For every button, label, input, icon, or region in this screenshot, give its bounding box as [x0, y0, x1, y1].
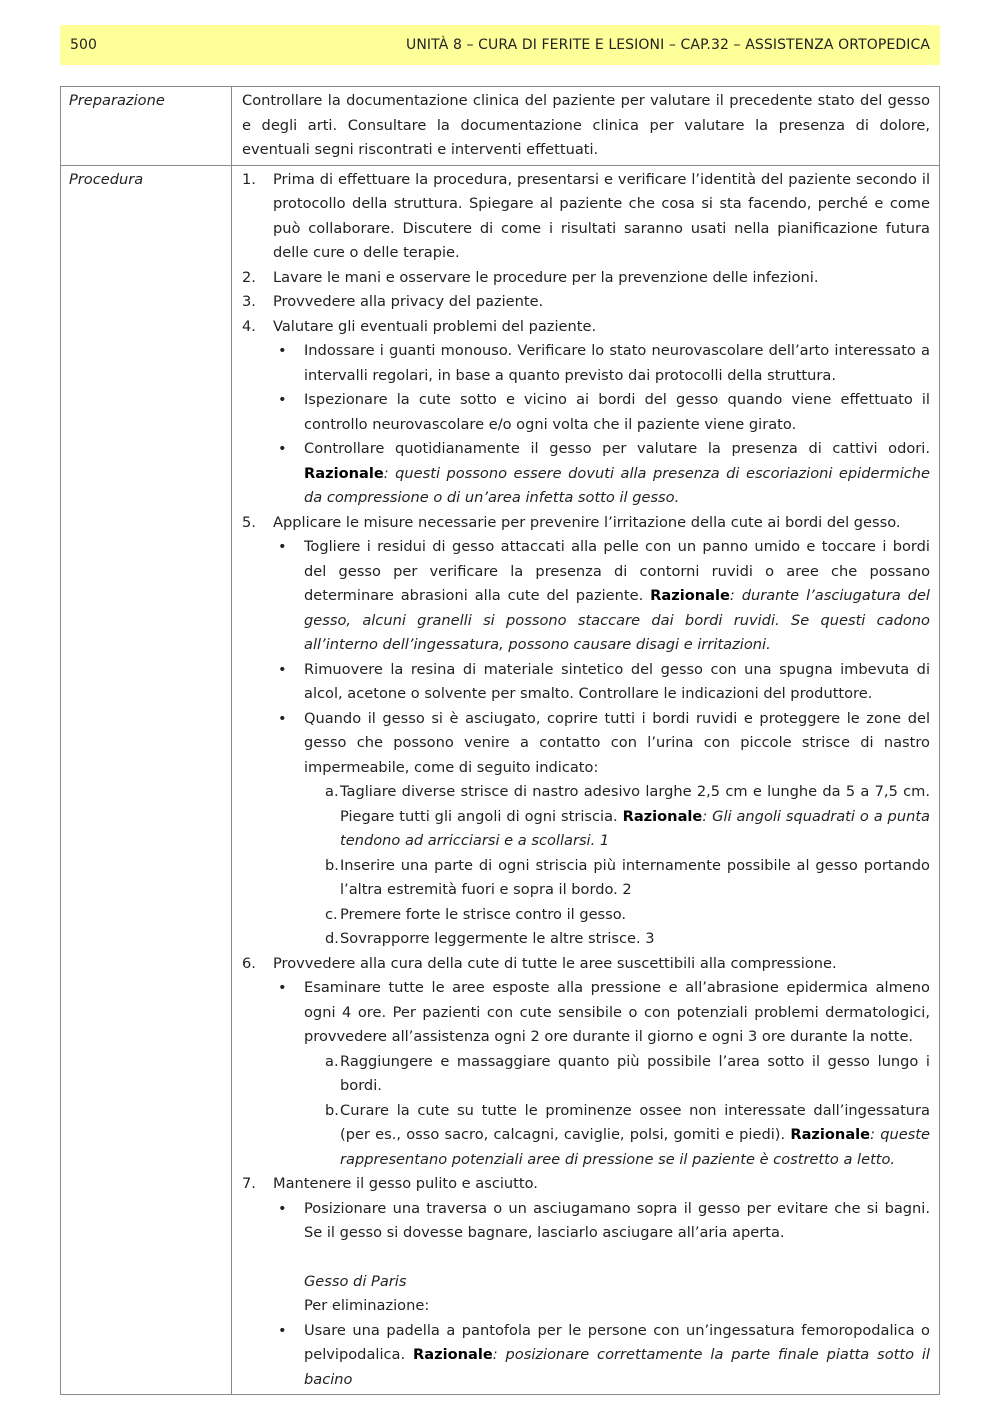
item-letter: a. — [325, 783, 339, 800]
page-number: 500 — [70, 37, 98, 53]
step-text: Lavare le mani e osservare le procedure per la prevenzione delle infezioni. — [273, 268, 819, 286]
step-number: 6. — [242, 954, 256, 972]
bullet-item — [242, 707, 930, 781]
bullet-icon: • — [278, 440, 287, 457]
row-content-preparazione — [232, 87, 940, 166]
step-4 — [242, 315, 930, 340]
step-6 — [242, 952, 930, 977]
bullet-item — [242, 1319, 930, 1393]
step-number: 7. — [242, 1175, 256, 1192]
bullet-text: Togliere i residui di gesso attaccati alla pelle con un panno umido e toccare i bordi del gesso per verificare la presenza di contorni ruvidi o aree che possano determinare abrasioni alla cute del paziente. — [304, 538, 930, 604]
rationale-label: Razionale — [412, 1346, 493, 1363]
step-1 — [242, 168, 930, 266]
subline — [242, 1294, 930, 1319]
rationale-text: : posizionare correttamente la parte finale piatta sotto il bacino — [304, 1346, 930, 1388]
row-label-preparazione: Preparazione — [61, 87, 232, 166]
bullet-text: Indossare i guanti monouso. Verificare lo stato neurovascolare dell’arto interessato a intervalli regolari, in base a quanto previsto dai protocolli della struttura. — [304, 342, 930, 384]
bullet-icon: • — [278, 1321, 287, 1339]
row-content-procedura — [232, 165, 940, 1395]
item-text: Tagliare diverse strisce di nastro adesivo larghe 2,5 cm e lunghe da 5 a 7,5 cm. Piegare tutti gli angoli di ogni striscia. — [340, 783, 930, 825]
rationale-text: : durante l’asciugatura del gesso, alcuni granelli si possono staccare dai bordi ruvidi. Se questi cadono all’interno dell’ingessatura, possono causare disagi e irritazioni. — [304, 587, 930, 653]
step-text: Mantenere il gesso pulito e asciutto. — [273, 1175, 538, 1192]
item-letter: d. — [325, 930, 339, 947]
step-text: Provvedere alla privacy del paziente. — [273, 293, 544, 310]
rationale-label: Razionale — [650, 587, 730, 604]
bullet-text: Usare una padella a pantofola per le persone con un’ingessatura femoropodalica o pelvipodalica. — [304, 1321, 930, 1363]
rationale-label: Razionale — [790, 1126, 871, 1143]
rationale-text: : questi possono essere dovuti alla presenza di escoriazioni epidermiche da compressione o di un’area infetta sotto il gesso. — [304, 464, 930, 506]
lettered-item — [242, 854, 930, 903]
step-5 — [242, 511, 930, 536]
chapter-title: UNITÀ 8 – CURA DI FERITE E LESIONI – CAP.32 – ASSISTENZA ORTOPEDICA — [406, 37, 930, 53]
row-label-procedura: Procedura — [61, 165, 232, 1395]
step-text: Prima di effettuare la procedura, presentarsi e verificare l’identità del paziente secondo il protocollo della struttura. Spiegare al paziente che cosa si sta facendo, perché e come può collaborare. Discutere di come i risultati saranno usati nella pianificazione futura delle cure o delle terapie. — [273, 170, 930, 261]
bullet-icon: • — [278, 391, 287, 408]
step-7 — [242, 1172, 930, 1197]
subline-text: Per eliminazione: — [304, 1297, 430, 1314]
step-number: 3. — [242, 293, 256, 310]
table-row-preparazione — [61, 87, 940, 166]
rationale-text: : queste rappresentano potenziali aree di pressione se il paziente è costretto a letto. — [340, 1126, 930, 1168]
item-text: Curare la cute su tutte le prominenze ossee non interessate dall’ingessatura (per es., osso sacro, calcagni, caviglie, polsi, gomiti e piedi). — [340, 1101, 930, 1143]
item-letter: b. — [325, 856, 339, 874]
item-text: Inserire una parte di ogni striscia più internamente possibile al gesso portando l’altra estremità fuori e sopra il bordo. 2 — [340, 856, 930, 898]
bullet-icon: • — [278, 538, 287, 555]
bullet-text: Rimuovere la resina di materiale sintetico del gesso con una spugna imbevuta di alcol, acetone o solvente per smalto. Controllare le indicazioni del produttore. — [304, 660, 930, 702]
bullet-icon: • — [278, 342, 287, 359]
item-letter: b. — [325, 1101, 339, 1119]
bullet-item — [242, 339, 930, 388]
step-text: Valutare gli eventuali problemi del paziente. — [273, 317, 597, 335]
lettered-item — [242, 927, 930, 952]
subheading — [242, 1270, 930, 1295]
item-text: Raggiungere e massaggiare quanto più possibile l’area sotto il gesso lungo i bordi. — [340, 1052, 930, 1094]
item-text: Sovrapporre leggermente le altre strisce. 3 — [340, 930, 655, 947]
bullet-item — [242, 658, 930, 707]
lettered-item — [242, 780, 930, 854]
step-number: 1. — [242, 170, 256, 188]
item-text: Premere forte le strisce contro il gesso. — [340, 905, 627, 923]
spacer — [242, 1246, 930, 1270]
step-number: 2. — [242, 268, 256, 286]
rationale-label: Razionale — [622, 807, 703, 825]
lettered-item — [242, 903, 930, 928]
bullet-item — [242, 388, 930, 437]
rationale-text: : Gli angoli squadrati o a punta tendono ad arricciarsi e a scollarsi. 1 — [340, 807, 930, 849]
page-header — [60, 25, 940, 65]
item-letter: c. — [325, 905, 338, 923]
step-number: 4. — [242, 317, 256, 335]
step-2 — [242, 266, 930, 291]
lettered-item — [242, 1099, 930, 1173]
table-row-procedura — [61, 165, 940, 1395]
bullet-icon: • — [278, 660, 287, 678]
bullet-icon: • — [278, 1199, 287, 1217]
bullet-text: Ispezionare la cute sotto e vicino ai bordi del gesso quando viene effettuato il controllo neurovascolare e/o ogni volta che il paziente viene girato. — [304, 391, 930, 433]
bullet-item — [242, 976, 930, 1050]
bullet-icon: • — [278, 979, 287, 996]
bullet-text: Quando il gesso si è asciugato, coprire tutti i bordi ruvidi e proteggere le zone del gesso che possono venire a contatto con l’urina con piccole strisce di nastro impermeabile, come di seguito indicato: — [304, 709, 930, 776]
preparazione-text: Controllare la documentazione clinica del paziente per valutare il precedente stato del gesso e degli arti. Consultare la documentazione clinica per valutare la presenza di dolore, eventuali segni riscontrati e interventi effettuati. — [242, 92, 930, 158]
procedure-table — [60, 86, 940, 1395]
subheading-text: Gesso di Paris — [304, 1272, 407, 1290]
item-letter: a. — [325, 1052, 339, 1070]
step-text: Provvedere alla cura della cute di tutte le aree suscettibili alla compressione. — [273, 954, 837, 972]
step-3 — [242, 290, 930, 315]
step-number: 5. — [242, 513, 256, 531]
bullet-item — [242, 535, 930, 658]
bullet-item — [242, 437, 930, 511]
bullet-text: Controllare quotidianamente il gesso per valutare la presenza di cattivi odori. — [304, 440, 930, 457]
step-text: Applicare le misure necessarie per prevenire l’irritazione della cute ai bordi del gesso. — [273, 513, 901, 531]
bullet-text: Esaminare tutte le aree esposte alla pressione e all’abrasione epidermica almeno ogni 4 ore. Per pazienti con cute sensibile o con potenziali problemi dermatologici, provvedere all’assistenza ogni 2 ore durante il giorno e ogni 3 ore durante la notte. — [304, 979, 930, 1045]
lettered-item — [242, 1050, 930, 1099]
bullet-icon: • — [278, 709, 287, 727]
bullet-text: Posizionare una traversa o un asciugamano sopra il gesso per evitare che si bagni. Se il gesso si dovesse bagnare, lasciarlo asciugare all’aria aperta. — [304, 1199, 930, 1241]
rationale-label: Razionale — [304, 464, 384, 482]
bullet-item — [242, 1197, 930, 1246]
